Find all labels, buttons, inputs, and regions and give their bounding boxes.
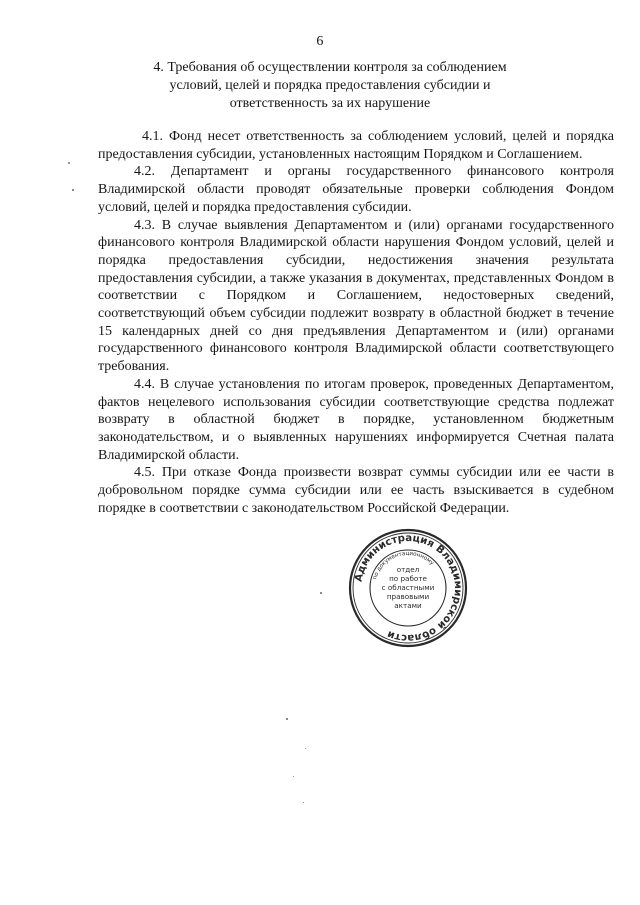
scan-speck [305, 748, 306, 749]
paragraph-4-2: 4.2. Департамент и органы государственного финансового контроля Владимирской области проводят обязательные проверки соблюдения Фондом условий, целей и порядка предоставления субсидии. [98, 164, 614, 215]
stamp-center-line: актами [394, 601, 422, 610]
section-title-line: условий, целей и порядка предоставления субсидии и [169, 78, 491, 93]
section-title [120, 59, 540, 113]
page-number: 6 [316, 34, 324, 49]
scan-speck [293, 776, 294, 777]
scan-speck [72, 189, 74, 191]
stamp-center-line: правовыми [386, 592, 430, 601]
scan-speck [286, 718, 288, 720]
stamp-center-line: по работе [389, 574, 427, 583]
scan-speck [303, 802, 304, 803]
paragraph-4-4: 4.4. В случае установления по итогам проверок, проведенных Департаментом, фактов нецелевого использования субсидии соответствующие средства подлежат возврату в областной бюджет в порядке, установленном бюджетным законодательством, и о выявленных нарушениях информируется Счетная палата Владимирской области. [98, 376, 614, 463]
official-stamp [347, 527, 469, 649]
stamp-center-line: с областными [381, 583, 435, 592]
paragraph-4-3: 4.3. В случае выявления Департаментом и (или) органами государственного финансового контроля Владимирской области нарушения Фондом условий, целей и порядка предоставления субсидии, недостижения значения результата предоставления субсидии, а также указания в документах, представленных Фондом в соответствии с Порядком и Соглашением, недостоверных сведений, соответствующий объем субсидии подлежит возврату в областной бюджет в течение 15 календарных дней со дня предъявления Департаментом и (или) органами государственного финансового контроля Владимирской области соответствующего требования. [98, 217, 614, 375]
scan-speck [68, 162, 70, 164]
stamp-inner-text: по документационному [372, 550, 435, 581]
stamp-seal-icon [347, 527, 469, 649]
section-body [98, 128, 614, 517]
stamp-center-line: отдел [396, 565, 420, 574]
section-title-line: 4. Требования об осуществлении контроля за соблюдением [153, 60, 507, 75]
stamp-outer-text: Администрация Владимирской области [353, 532, 464, 644]
scan-speck [320, 592, 322, 594]
paragraph-4-1: 4.1. Фонд несет ответственность за соблюдением условий, целей и порядка предоставления субсидии, установленных настоящим Порядком и Соглашением. [98, 129, 614, 162]
paragraph-4-5: 4.5. При отказе Фонда произвести возврат суммы субсидии или ее части в добровольном порядке сумма субсидии или ее часть взыскивается в судебном порядке в соответствии с законодательством Российской Федерации. [98, 465, 614, 516]
section-title-line: ответственность за их нарушение [229, 96, 431, 111]
